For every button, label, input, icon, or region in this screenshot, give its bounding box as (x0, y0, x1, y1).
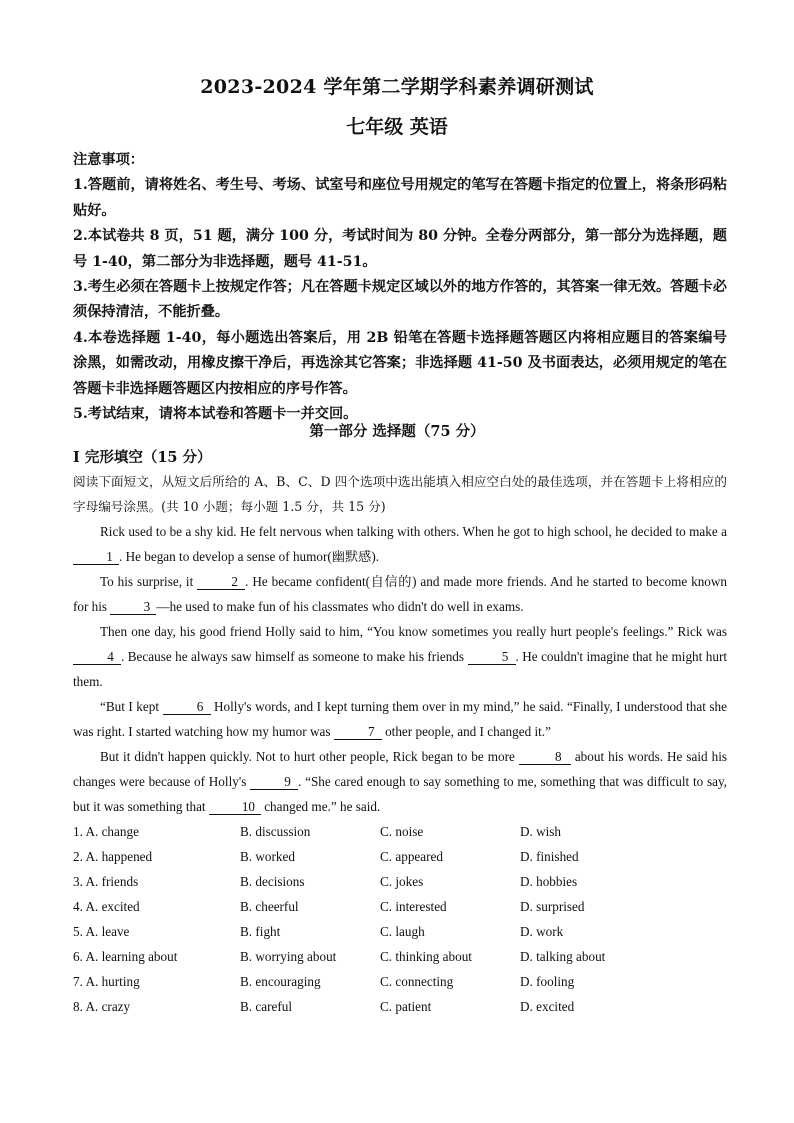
passage-text: Then one day, his good friend Holly said to him, “You know sometimes you really hurt people's feelings.” Rick was (100, 624, 727, 639)
option-c: C. laugh (380, 924, 425, 939)
passage-text: Holly's words, and I kept turning them over in my mind,” he said. “Finally, I understood that she was right. I started watching how my humor was (73, 699, 727, 739)
option-row (73, 919, 727, 944)
notice-item: 3.考生必须在答题卡上按规定作答；凡在答题卡规定区域以外的地方作答的，其答案一律无效。答题卡必须保持清洁，不能折叠。 (73, 279, 727, 321)
passage-text: To his surprise, it (100, 574, 198, 589)
option-b: B. encouraging (240, 974, 321, 989)
passage-text: Rick used to be a shy kid. He felt nervous when talking with others. When he got to high school, he decided to make a (100, 524, 727, 539)
passage-text: But it didn't happen quickly. Not to hurt other people, Rick began to be more (100, 749, 519, 764)
option-d: D. wish (520, 824, 562, 839)
blank-6: 6 (163, 699, 211, 715)
section-heading: Ⅰ 完形填空（15 分） (73, 449, 212, 466)
notice-item: 2.本试卷共 8 页，51 题，满分 100 分，考试时间为 80 分钟。全卷分两部分，第一部分为选择题，题号 1-40，第二部分为非选择题，题号 41-51。 (73, 228, 727, 270)
passage-text: changed me.” he said. (260, 799, 381, 814)
option-a: 8. A. crazy (73, 999, 131, 1014)
option-d: D. talking about (520, 949, 606, 964)
option-c: C. interested (380, 899, 447, 914)
notice-item: 4.本卷选择题 1-40，每小题选出答案后，用 2B 铅笔在答题卡选择题答题区内将相应题目的答案编号涂黑，如需改动，用橡皮擦干净后，再选涂其它答案；非选择题 41-50 及书面表达，必须用规定的笔在答题卡非选择题答题区内按相应的序号作答。 (73, 329, 727, 397)
option-row (73, 994, 727, 1019)
option-b: B. discussion (240, 824, 311, 839)
cloze-passage (73, 519, 727, 819)
passage-text: . Because he always saw himself as someone to make his friends (121, 649, 468, 664)
passage-paragraph (73, 744, 727, 819)
passage-text: about his words. He said his changes were because of Holly's (73, 749, 727, 789)
option-row (73, 969, 727, 994)
option-d: D. surprised (520, 899, 585, 914)
option-b: B. fight (240, 924, 281, 939)
passage-text: “But I kept (100, 699, 163, 714)
blank-10: 10 (209, 799, 261, 815)
option-row (73, 944, 727, 969)
option-b: B. worrying about (240, 949, 337, 964)
passage-text: —he used to make fun of his classmates who didn't do well in exams. (156, 599, 524, 614)
passage-paragraph (73, 694, 727, 744)
blank-1: 1 (73, 549, 119, 565)
option-c: C. noise (380, 824, 424, 839)
notice-item: 5.考试结束，请将本试卷和答题卡一并交回。 (73, 406, 358, 423)
option-c: C. appeared (380, 849, 443, 864)
exam-title: 2023-2024 学年第二学期学科素养调研测试 (200, 76, 594, 98)
option-a: 1. A. change (73, 824, 139, 839)
option-a: 7. A. hurting (73, 974, 140, 989)
option-d: D. work (520, 924, 564, 939)
blank-7: 7 (334, 724, 382, 740)
blank-3: 3 (110, 599, 156, 615)
option-row (73, 894, 727, 919)
passage-text: . He began to develop a sense of humor(幽默感). (119, 549, 380, 564)
passage-paragraph (73, 619, 727, 694)
option-d: D. hobbies (520, 874, 578, 889)
notice-item: 1.答题前，请将姓名、考生号、考场、试室号和座位号用规定的笔写在答题卡指定的位置上，将条形码粘贴好。 (73, 177, 727, 219)
passage-text: . He became confident(自信的) and made more friends. And he started to become known for his (73, 574, 727, 614)
option-c: C. thinking about (380, 949, 472, 964)
option-a: 2. A. happened (73, 849, 153, 864)
passage-paragraph (73, 519, 727, 569)
option-a: 3. A. friends (73, 874, 139, 889)
option-c: C. patient (380, 999, 432, 1014)
option-b: B. decisions (240, 874, 305, 889)
option-b: B. worked (240, 849, 295, 864)
option-row (73, 869, 727, 894)
option-a: 5. A. leave (73, 924, 130, 939)
blank-8: 8 (519, 749, 571, 765)
option-row (73, 844, 727, 869)
option-d: D. finished (520, 849, 579, 864)
passage-paragraph (73, 569, 727, 619)
notice-section (73, 148, 727, 427)
options-list (73, 819, 727, 1019)
blank-5: 5 (468, 649, 516, 665)
option-b: B. careful (240, 999, 292, 1014)
passage-text: . “She cared enough to say something to me, something that was difficult to say, but it was something that (73, 774, 727, 814)
option-d: D. excited (520, 999, 575, 1014)
option-b: B. cheerful (240, 899, 299, 914)
option-a: 6. A. learning about (73, 949, 178, 964)
blank-9: 9 (250, 774, 298, 790)
blank-4: 4 (73, 649, 121, 665)
option-row (73, 819, 727, 844)
option-c: C. jokes (380, 874, 424, 889)
option-c: C. connecting (380, 974, 454, 989)
section-instructions: 阅读下面短文，从短文后所给的 A、B、C、D 四个选项中选出能填入相应空白处的最佳选项，并在答题卡上将相应的字母编号涂黑。(共 10 小题；每小题 1.5 分，共 15 分) (73, 474, 727, 514)
option-a: 4. A. excited (73, 899, 140, 914)
exam-subtitle: 七年级 英语 (346, 116, 448, 138)
part-one-title: 第一部分 选择题（75 分） (309, 423, 485, 440)
notice-heading: 注意事项： (73, 152, 144, 168)
passage-text: other people, and I changed it.” (381, 724, 551, 739)
option-d: D. fooling (520, 974, 575, 989)
passage-text: . He couldn't imagine that he might hurt them. (73, 649, 727, 689)
blank-2: 2 (197, 574, 245, 590)
